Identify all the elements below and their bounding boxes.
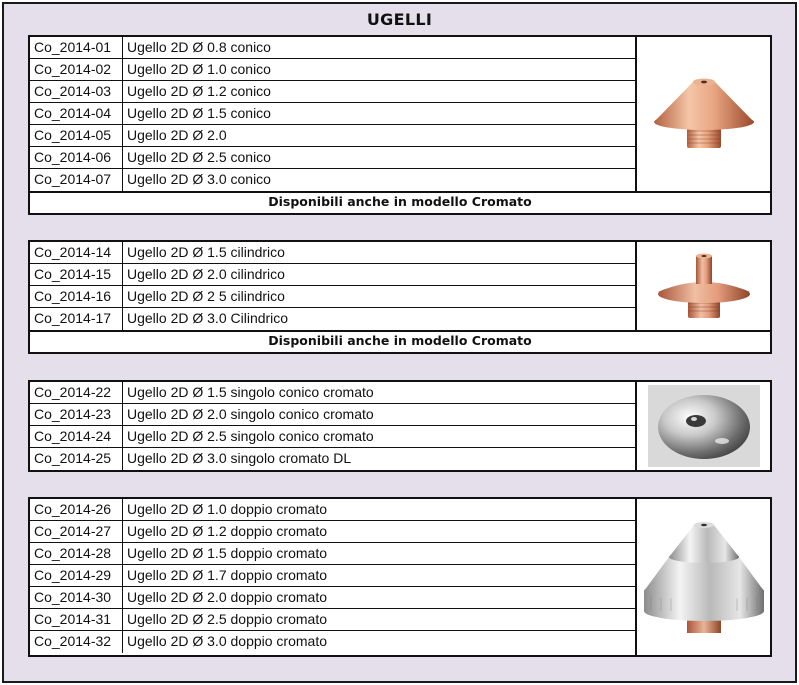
product-code: Co_2014-05: [30, 125, 123, 146]
product-description: Ugello 2D Ø 2.0: [127, 127, 227, 143]
table-row: [30, 521, 635, 543]
table-row: [30, 609, 635, 631]
table-row: [30, 125, 635, 147]
catalog-frame: [2, 2, 797, 683]
product-code: Co_2014-25: [30, 448, 123, 470]
group-chrome-double: [28, 497, 772, 657]
table-row: [30, 587, 635, 609]
product-description: Ugello 2D Ø 1.2 conico: [127, 83, 271, 99]
table-row: [30, 426, 635, 448]
product-rows: [30, 499, 635, 653]
product-code: Co_2014-23: [30, 404, 123, 425]
product-description: Ugello 2D Ø 2.0 doppio cromato: [127, 589, 327, 605]
group-conical: [28, 35, 772, 215]
product-code: Co_2014-27: [30, 521, 123, 542]
product-image-cell: [635, 382, 770, 470]
product-image-cell: [635, 242, 770, 330]
page-title: UGELLI: [366, 10, 433, 29]
product-description: Ugello 2D Ø 1.5 doppio cromato: [127, 545, 327, 561]
availability-note: Disponibili anche in modello Cromato: [30, 191, 770, 211]
product-description: Ugello 2D Ø 3.0 Cilindrico: [127, 310, 289, 326]
table-row: [30, 404, 635, 426]
product-description: Ugello 2D Ø 2.5 conico: [127, 149, 271, 165]
product-description: Ugello 2D Ø 1.0 conico: [127, 61, 271, 77]
table-row: [30, 565, 635, 587]
product-code: Co_2014-02: [30, 59, 123, 80]
product-code: Co_2014-32: [30, 631, 123, 653]
product-description: Ugello 2D Ø 1.7 doppio cromato: [127, 567, 327, 583]
product-code: Co_2014-17: [30, 308, 123, 330]
product-code: Co_2014-29: [30, 565, 123, 586]
table-row: [30, 286, 635, 308]
copper-conical-nozzle-image: [649, 64, 759, 164]
group-cylindrical: [28, 240, 772, 354]
product-description: Ugello 2D Ø 2.0 cilindrico: [127, 266, 285, 282]
copper-cylindrical-nozzle-image: [654, 246, 754, 326]
product-description: Ugello 2D Ø 3.0 singolo cromato DL: [127, 450, 352, 466]
table-row: [30, 37, 635, 59]
table-row: [30, 382, 635, 404]
product-rows: [30, 382, 635, 470]
table-row: [30, 169, 635, 191]
product-code: Co_2014-16: [30, 286, 123, 307]
product-code: Co_2014-31: [30, 609, 123, 630]
product-description: Ugello 2D Ø 2 5 cilindrico: [127, 288, 285, 304]
product-code: Co_2014-15: [30, 264, 123, 285]
product-code: Co_2014-04: [30, 103, 123, 124]
product-description: Ugello 2D Ø 1.5 singolo conico cromato: [127, 384, 374, 400]
product-description: Ugello 2D Ø 1.0 doppio cromato: [127, 501, 327, 517]
product-code: Co_2014-26: [30, 499, 123, 520]
table-row: [30, 631, 635, 653]
product-code: Co_2014-24: [30, 426, 123, 447]
product-code: Co_2014-07: [30, 169, 123, 191]
table-row: [30, 448, 635, 470]
table-row: [30, 147, 635, 169]
product-code: Co_2014-06: [30, 147, 123, 168]
chrome-double-nozzle-image: [639, 507, 769, 647]
table-row: [30, 499, 635, 521]
chrome-single-nozzle-image: [648, 385, 760, 467]
table-row: [30, 242, 635, 264]
product-image-cell: [635, 37, 770, 191]
product-description: Ugello 2D Ø 1.5 cilindrico: [127, 244, 285, 260]
product-description: Ugello 2D Ø 2.5 singolo conico cromato: [127, 428, 374, 444]
table-row: [30, 308, 635, 330]
group-chrome-single: [28, 380, 772, 472]
table-row: [30, 543, 635, 565]
product-code: Co_2014-22: [30, 382, 123, 403]
product-description: Ugello 2D Ø 3.0 conico: [127, 171, 271, 187]
product-code: Co_2014-30: [30, 587, 123, 608]
product-rows: [30, 37, 635, 191]
product-description: Ugello 2D Ø 0.8 conico: [127, 39, 271, 55]
product-image-cell: [635, 499, 770, 655]
table-row: [30, 264, 635, 286]
product-code: Co_2014-03: [30, 81, 123, 102]
product-description: Ugello 2D Ø 1.5 conico: [127, 105, 271, 121]
table-row: [30, 59, 635, 81]
product-code: Co_2014-14: [30, 242, 123, 263]
product-description: Ugello 2D Ø 1.2 doppio cromato: [127, 523, 327, 539]
table-row: [30, 81, 635, 103]
product-rows: [30, 242, 635, 330]
product-code: Co_2014-28: [30, 543, 123, 564]
availability-note: Disponibili anche in modello Cromato: [30, 330, 770, 350]
product-description: Ugello 2D Ø 3.0 doppio cromato: [127, 633, 327, 649]
product-description: Ugello 2D Ø 2.5 doppio cromato: [127, 611, 327, 627]
product-description: Ugello 2D Ø 2.0 singolo conico cromato: [127, 406, 374, 422]
product-code: Co_2014-01: [30, 37, 123, 58]
table-row: [30, 103, 635, 125]
